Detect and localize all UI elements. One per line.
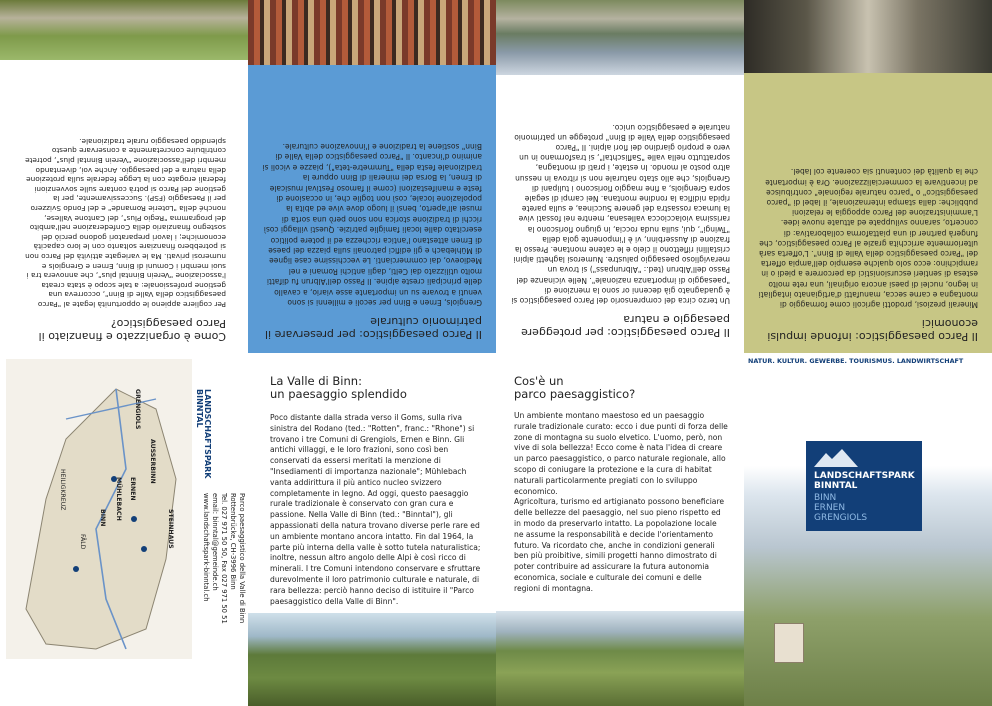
panel-1-body: Per cogliere appieno le opportunità legate al "Parco paesaggistico della Valle di Binn", occorreva una gestione professionale: a tale scopo è stata creata l'associazione "Verein Binntal plus", che annovera tra i suoi membri i Comuni di Binn, Ernen e Grengiols e numerosi privati. Ma le variegate attività del Parco non si potrebbero finanziare soltanto con le loro capacità economiche; i lavori preparatori godono perciò del sostegno finanziario della Confederazione nell'ambito del programma "Regio Plus", del Cantone Vallese, nonché della "Loterie Romande" e del Fondo Svizzero per il Paesaggio (FSP). Successivamente, per la gestione del Parco si potrà contare sulle sovvenzioni federali erogate con la Legge federale sulla protezione della natura e del paesaggio. Anche voi, diventando membri dell'associazione "Verein Binntal plus", potrete contribuire concretamente a conservare questo splendido paesaggio rurale tradizionale. <box>25 136 226 309</box>
panel-3-body: Un terzo circa del comprensorio del Parco paesaggistico si è guadagnato già decenni or sono la menzione di "paesaggio di importanza nazionale". Nelle vicinanze del Passo dell'Albrun (ted.: "Albrunpass") si trova un meraviglioso paesaggio palustre. Numerosi laghetti alpini cristallini riflettono il cielo e le catene montane. Presso la frazione di Ausserbinn, vi è l'imponente gola della "Twingi", qui, sulla nuda roccia, in giugno fioriscono la rarissima violacciocca vallesana, mentre nei fossati vive la lumaca rossastra del genere Succinea, e sulla parete ripida nidifica la rondine montana. Nei campi di segale sopra Grengiols, a fine maggio fioriscono i tulipani di Grengiols, che allo stato naturale non si ritrova in nessun altro posto al mondo. In estate, i prati di montagna, soprattutto nella valle "Saflischtal", si trasformano in un vero e proprio giardino dei fiori alpini. Il "Parco paesaggistico della Valle di Binn" protegge un patrimonio naturale e paesaggistico unico. <box>511 122 730 305</box>
logo-line-1: LANDSCHAFTSPARK <box>814 471 915 481</box>
panel-3-top <box>496 0 744 353</box>
panel-1-heading: Come è organizzato e finanziato il Parco paesaggistico? <box>38 317 226 343</box>
panel-1-bottom <box>0 353 248 706</box>
panel-4 <box>744 0 992 706</box>
logo-line-2: BINNTAL <box>814 481 858 491</box>
photo-valley-village <box>0 0 248 60</box>
contact-line-5: www.landschaftspark-binntal.ch <box>202 493 210 602</box>
panel-1 <box>0 0 248 706</box>
map-label-heiligkreuz: HEILIGKREUZ <box>59 469 66 511</box>
park-logo <box>806 441 922 531</box>
panel-2-body-2: Poco distante dalla strada verso il Goms, sulla riva sinistra del Rodano (ted.: "Rotten", franc.: "Rhone") si trovano i tre Comuni di Grengiols, Ernen e Binn. Gli antichi villaggi, e le loro frazioni, sono così ben conservati da essersi meritati la menzione di "Insediamenti di importanza nazionale"; Mühlebach vanta addirittura il più antico nucleo svizzero completamente in legno. Ad oggi, questo paesaggio rurale tradizionale è conservato con gran cura e passione. Nella Valle di Binn (ted.: "Binntal"), gli appassionati della natura trovano diverse perle rare ed un ambiente montano ancora intatto. Fin dal 1964, la parte più interna della valle è sotto tutela naturalistica; inoltre, nessun altro angolo delle Alpi è così ricco di minerali. I tre Comuni intendono conservare e sfruttare durevolmente il loro patrimonio culturale e naturale, di rara bellezza: perciò hanno deciso di istituire il "Parco paesaggistico della Valle di Binn". <box>270 413 481 606</box>
map-label-steinhaus: STEINHAUS <box>167 509 174 549</box>
panel-2-heading-2: La Valle di Binn: un paesaggio splendido <box>270 374 407 401</box>
panel-1-top <box>0 0 248 353</box>
contact-line-3: Tel. 027 971 50 50, Fax 027 971 50 51 <box>220 493 228 624</box>
map-label-ernen: ERNEN <box>129 477 136 501</box>
contact-line-1: Parco paesaggistico della Valle di Binn <box>238 493 246 624</box>
tagline: NATUR. KULTUR. GEWERBE. TOURISMUS. LANDWIRTSCHAFT <box>748 357 964 365</box>
map-title: LANDSCHAFTSPARK BINNTAL <box>195 389 212 479</box>
photo-alpine-lake <box>496 0 744 75</box>
logo-line-3: BINN <box>814 493 837 503</box>
panel-4-top <box>744 0 992 353</box>
map-label-muhlebach: MÜHLEBACH <box>115 477 122 521</box>
contact-block <box>198 493 248 693</box>
panel-4-body: Minerali preziosi, prodotti agricoli come formaggio di montagna e carne secca, manufatti d'artigianato intagliati in legno, nuclei di paesi ancora originali, una rete molto estesa di sentieri escursionistici da percorrere a piedi o in rampichino: ecco solo qualche esempio dell'ampia offerta del "Parco paesaggistico della Valle di Binn". L'offerta sarà ulteriormente arricchita grazie al Parco paesaggistico, che fungerà partner di una piattaforma collaborativa: di concerto, saranno sviluppate ed attuate nuove idee. L'amministrazione del Parco appoggia le relazioni pubbliche: dalla stampa internazionale, il label di "parco paesaggistico" o "parco naturale regionale" contribuisce ad incentivare la commercializzazione. Ora è importante che la qualità dei contenuti sia coerente col label. <box>758 167 978 309</box>
contact-line-2: Rottenbrücke, CH-3996 Binn <box>229 493 237 590</box>
logo-line-5: GRENGIOLS <box>814 513 868 523</box>
panel-2-bottom <box>248 353 496 706</box>
photo-mountain-village <box>248 613 496 706</box>
panel-4-bottom <box>744 353 992 706</box>
map-label-fald: FÄLD <box>79 534 86 550</box>
chapel-illustration <box>774 623 804 663</box>
panel-3 <box>496 0 744 706</box>
map-label-grengiols: GRENGIOLS <box>134 389 141 430</box>
mountain-logo-icon <box>814 447 858 469</box>
panel-3-heading: Il Parco paesaggistico: per proteggere paesaggio e natura <box>521 313 730 339</box>
logo-line-4: ERNEN <box>814 503 846 513</box>
panel-4-heading: Il Parco paesaggistico: infonde impulsi economici <box>767 317 978 343</box>
panel-2-top <box>248 0 496 353</box>
photo-workshop <box>744 0 992 73</box>
panel-3-heading-2: Cos'è un parco paesaggistico? <box>514 374 636 401</box>
panel-3-bottom <box>496 353 744 706</box>
map-label-binn: BINN <box>99 509 106 527</box>
photo-market-stall <box>248 0 496 65</box>
panel-3-body-2: Un ambiente montano maestoso ed un paesaggio rurale tradizionale curato: ecco i due punti di forza delle zone di montagna su suolo elvetico. L'uomo, però, non vive di sola bellezza! Ecco come è nata l'idea di creare un parco paesaggistico, o parco naturale regionale, allo scopo di coniugare la protezione e la cura di habitat naturali particolarmente pregiati con lo sviluppo economico. Agricoltura, turismo ed artigianato possono beneficiare delle bellezze del paesaggio, nel suo pieno rispetto ed in modo da preservarlo intatto. La popolazione locale ne assume la responsabilità e decide l'orientamento futuro. Va ricordato che, anche in condizioni generali ben più proibitive, simili progetti hanno dimostrato di poter contribuire ad assicurare la futura autonomia economica, sociale e culturale dei comuni e delle regioni di montagna. <box>514 411 728 593</box>
panel-2-body: Grengiols, Ernen e Binn per secoli e millenni si sono venuti a trovare su un importante asse viario, a cavallo delle principali creste alpine. Il Passo dell'Albrun fu difatti molto utilizzato dai Celti, dagli antichi Romani e nel Medioevo, dai commercianti. Le vecchissime case lignee di Mühlebach e gli edifici patronali sulla piazza del paese di Ernen attestano l'antica ricchezza ed il potere politico esercitato dalle locali famiglie patrizie. Questi villaggi così ricchi di tradizione storica non sono però una sorta di musei all'aperto, bensì il luogo dove vive ed abita la popolazione locale, così non toglie che, in occasione di feste e manifestazioni (come il famoso Festival musicale di Ernen, la Borsa dei minerali di Binn oppure la tradizionale festa della "Tummetre-teta"), piazze e vicoli si animino d'incanto. Il "Parco paesaggistico della Valle di Binn" sostiene la tradizione e l'innovazione culturale. <box>262 141 482 307</box>
panel-2 <box>248 0 496 706</box>
contact-line-4: email: binntal@gemeinde.ch <box>211 493 219 591</box>
map-label-ausserbinn: AUSSERBINN <box>149 439 156 484</box>
panel-2-heading: Il Parco paesaggistico: per preservare il patrimonio culturale <box>264 315 482 341</box>
photo-valley-meadows <box>496 611 744 706</box>
